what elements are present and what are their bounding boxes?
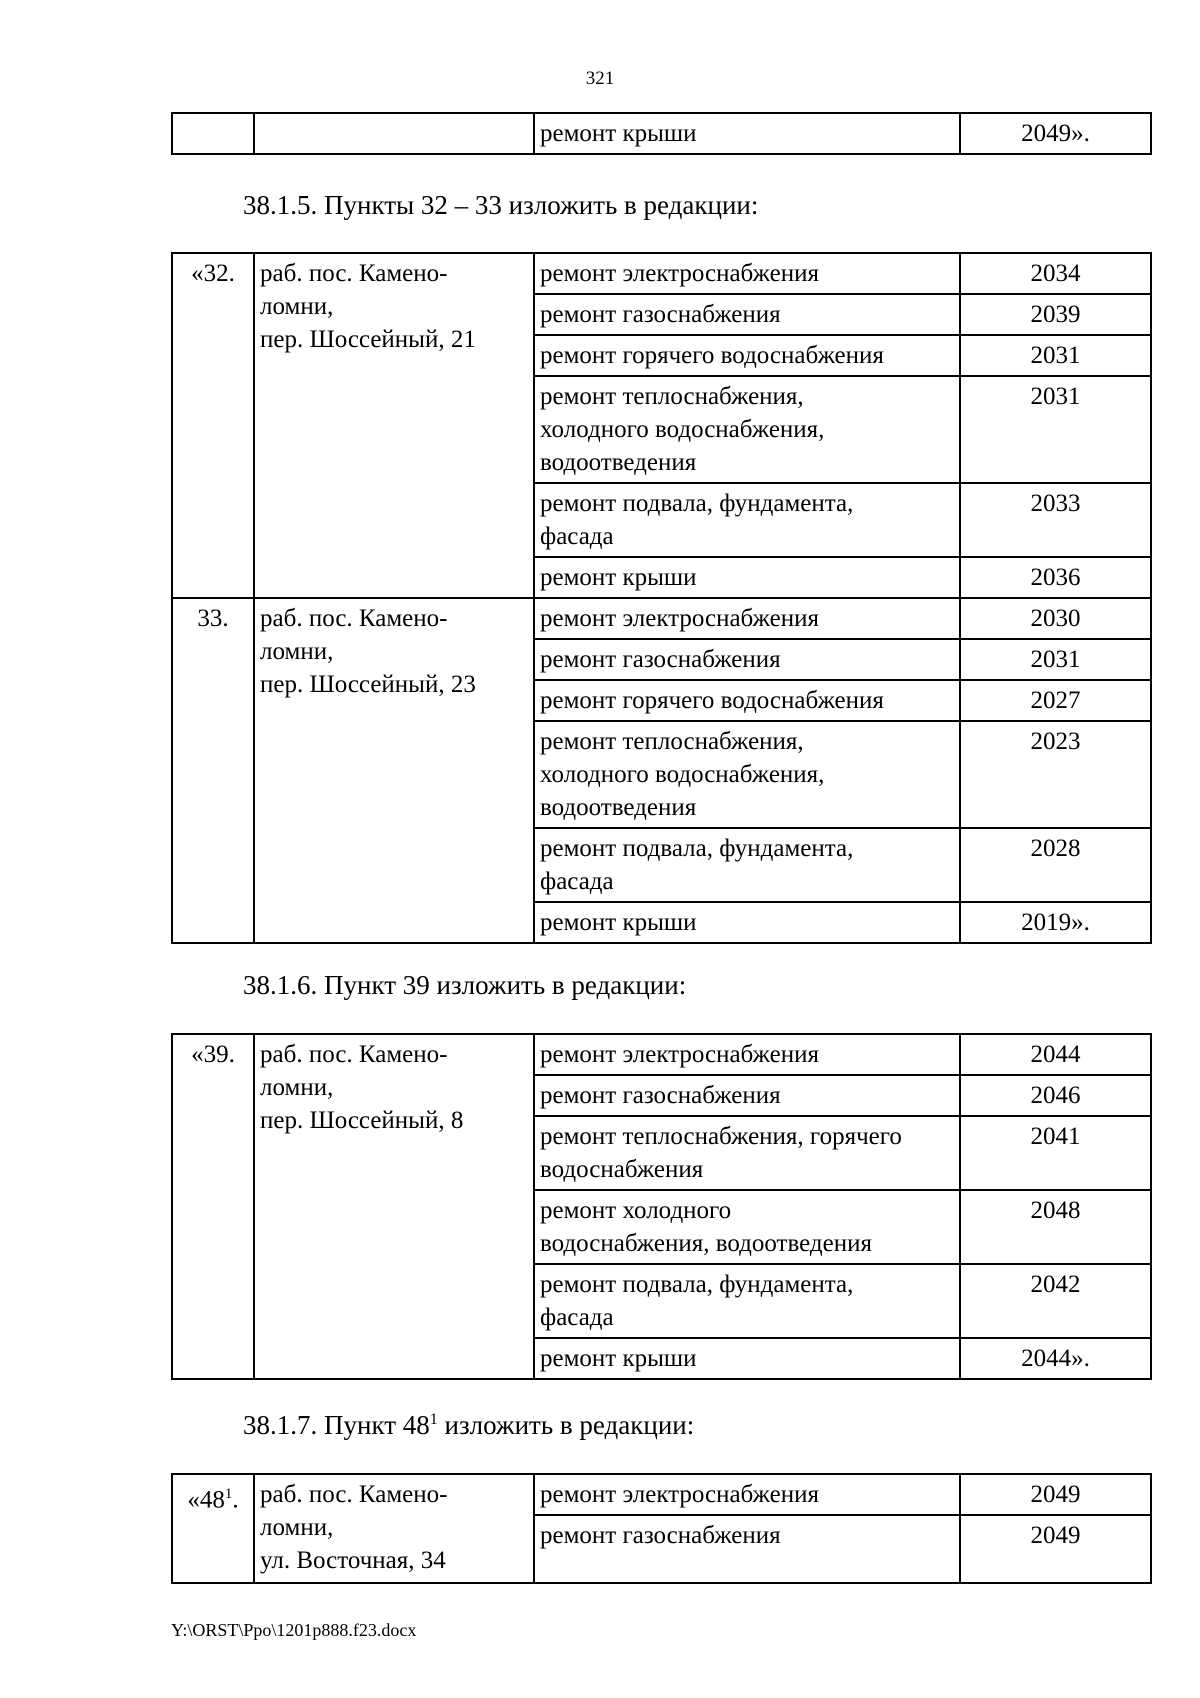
heading-superscript: 1 bbox=[429, 1411, 438, 1428]
work-type-cell bbox=[534, 598, 960, 639]
address-cell bbox=[254, 1474, 534, 1583]
item-number: «39. bbox=[191, 1041, 235, 1068]
work-type-cell bbox=[534, 113, 960, 154]
year-cell: 2042 bbox=[960, 1264, 1151, 1338]
year-cell: 2046 bbox=[960, 1075, 1151, 1116]
address-line: пер. Шоссейный, 23 bbox=[260, 671, 476, 698]
year-cell: 2033 bbox=[960, 483, 1151, 557]
year-cell: 2019». bbox=[960, 902, 1151, 943]
year-cell: 2039 bbox=[960, 294, 1151, 335]
work-type-line: ремонт электроснабжения bbox=[540, 605, 819, 632]
work-type-line: ремонт холодного bbox=[540, 1197, 732, 1224]
year-cell: 2023 bbox=[960, 721, 1151, 828]
work-type-line: ремонт горячего водоснабжения bbox=[540, 342, 884, 369]
item-number-cell bbox=[172, 1034, 254, 1379]
year-cell: 2048 bbox=[960, 1190, 1151, 1264]
work-type-line: ремонт теплоснабжения, bbox=[540, 728, 804, 755]
work-type-cell bbox=[534, 253, 960, 294]
work-type-line: фасада bbox=[540, 1304, 614, 1331]
item-number-superscript: 1 bbox=[224, 1486, 233, 1502]
table-previous-section bbox=[171, 112, 1152, 155]
table-section-38-1-5 bbox=[171, 252, 1152, 944]
table-row bbox=[172, 113, 1151, 154]
work-type-line: водоснабжения, водоотведения bbox=[540, 1230, 872, 1257]
address-cell bbox=[254, 253, 534, 598]
address-line: пер. Шоссейный, 21 bbox=[260, 326, 476, 353]
work-type-cell bbox=[534, 376, 960, 483]
work-type-cell bbox=[534, 902, 960, 943]
year-cell: 2031 bbox=[960, 335, 1151, 376]
year-cell: 2030 bbox=[960, 598, 1151, 639]
item-number-cell bbox=[172, 253, 254, 598]
work-type-cell bbox=[534, 1075, 960, 1116]
work-type-line: водоотведения bbox=[540, 449, 697, 476]
work-type-line: ремонт крыши bbox=[540, 120, 697, 147]
item-number-cell bbox=[172, 113, 254, 154]
work-type-line: ремонт газоснабжения bbox=[540, 646, 781, 673]
work-type-cell bbox=[534, 1515, 960, 1583]
year-cell: 2034 bbox=[960, 253, 1151, 294]
work-type-line: водоотведения bbox=[540, 794, 697, 821]
year-cell: 2031 bbox=[960, 639, 1151, 680]
work-type-cell bbox=[534, 828, 960, 902]
table-row bbox=[172, 1034, 1151, 1075]
work-type-cell bbox=[534, 483, 960, 557]
year-cell: 2049 bbox=[960, 1515, 1151, 1583]
work-type-line: ремонт подвала, фундамента, bbox=[540, 490, 854, 517]
year-cell: 2044». bbox=[960, 1338, 1151, 1379]
item-number: 33. bbox=[197, 605, 229, 632]
work-type-line: ремонт теплоснабжения, горячего bbox=[540, 1123, 902, 1150]
table-row bbox=[172, 253, 1151, 294]
item-number-suffix: . bbox=[232, 1486, 239, 1514]
item-number-cell bbox=[172, 1474, 254, 1583]
work-type-cell bbox=[534, 1034, 960, 1075]
work-type-line: ремонт подвала, фундамента, bbox=[540, 1271, 854, 1298]
work-type-cell bbox=[534, 1116, 960, 1190]
section-heading-38-1-6: 38.1.6. Пункт 39 изложить в редакции: bbox=[243, 970, 687, 1000]
table-row bbox=[172, 598, 1151, 639]
work-type-line: ремонт электроснабжения bbox=[540, 1041, 819, 1068]
file-path-footer: Y:\ORST\Ppo\1201p888.f23.docx bbox=[171, 1620, 417, 1640]
work-type-line: ремонт газоснабжения bbox=[540, 301, 781, 328]
work-type-cell bbox=[534, 680, 960, 721]
table-section-38-1-7 bbox=[171, 1473, 1152, 1584]
address-line: ломни, bbox=[260, 1074, 334, 1101]
work-type-line: холодного водоснабжения, bbox=[540, 416, 825, 443]
work-type-line: ремонт крыши bbox=[540, 909, 697, 936]
address-cell bbox=[254, 598, 534, 943]
year-cell: 2044 bbox=[960, 1034, 1151, 1075]
address-line: раб. пос. Камено- bbox=[260, 1481, 448, 1508]
work-type-line: ремонт подвала, фундамента, bbox=[540, 835, 854, 862]
address-line: раб. пос. Камено- bbox=[260, 1041, 448, 1068]
address-line: раб. пос. Камено- bbox=[260, 605, 448, 632]
year-cell: 2041 bbox=[960, 1116, 1151, 1190]
year-cell: 2031 bbox=[960, 376, 1151, 483]
item-number: «48 bbox=[187, 1486, 225, 1514]
page-number: 321 bbox=[585, 68, 615, 89]
work-type-line: фасада bbox=[540, 868, 614, 895]
table-section-38-1-6 bbox=[171, 1033, 1152, 1380]
address-cell bbox=[254, 1034, 534, 1379]
work-type-line: ремонт газоснабжения bbox=[540, 1522, 781, 1549]
work-type-cell bbox=[534, 721, 960, 828]
year-cell: 2036 bbox=[960, 557, 1151, 598]
table-row bbox=[172, 1474, 1151, 1515]
work-type-cell bbox=[534, 639, 960, 680]
section-heading-38-1-7 bbox=[243, 1410, 694, 1441]
address-line: раб. пос. Камено- bbox=[260, 260, 448, 287]
work-type-line: ремонт теплоснабжения, bbox=[540, 383, 804, 410]
work-type-cell bbox=[534, 335, 960, 376]
address-line: ул. Восточная, 34 bbox=[260, 1547, 446, 1574]
year-cell: 2049 bbox=[960, 1474, 1151, 1515]
address-line: ломни, bbox=[260, 293, 334, 320]
work-type-cell bbox=[534, 1474, 960, 1515]
work-type-line: ремонт электроснабжения bbox=[540, 1481, 819, 1508]
work-type-cell bbox=[534, 1338, 960, 1379]
work-type-line: ремонт газоснабжения bbox=[540, 1082, 781, 1109]
address-line: пер. Шоссейный, 8 bbox=[260, 1107, 464, 1134]
work-type-line: ремонт горячего водоснабжения bbox=[540, 687, 884, 714]
work-type-line: ремонт крыши bbox=[540, 1345, 697, 1372]
address-line: ломни, bbox=[260, 638, 334, 665]
heading-text: 38.1.7. Пункт 48 bbox=[243, 1410, 430, 1440]
address-cell bbox=[254, 113, 534, 154]
work-type-line: фасада bbox=[540, 523, 614, 550]
work-type-cell bbox=[534, 1264, 960, 1338]
work-type-cell bbox=[534, 1190, 960, 1264]
address-line: ломни, bbox=[260, 1514, 334, 1541]
section-heading-38-1-5: 38.1.5. Пункты 32 – 33 изложить в редакции: bbox=[243, 190, 759, 220]
item-number-cell bbox=[172, 598, 254, 943]
year-cell: 2049». bbox=[960, 113, 1151, 154]
work-type-line: холодного водоснабжения, bbox=[540, 761, 825, 788]
work-type-line: ремонт электроснабжения bbox=[540, 260, 819, 287]
work-type-cell bbox=[534, 294, 960, 335]
year-cell: 2028 bbox=[960, 828, 1151, 902]
work-type-line: водоснабжения bbox=[540, 1156, 704, 1183]
year-cell: 2027 bbox=[960, 680, 1151, 721]
work-type-cell bbox=[534, 557, 960, 598]
heading-text-suffix: изложить в редакции: bbox=[437, 1410, 695, 1440]
work-type-line: ремонт крыши bbox=[540, 564, 697, 591]
item-number: «32. bbox=[191, 260, 235, 287]
